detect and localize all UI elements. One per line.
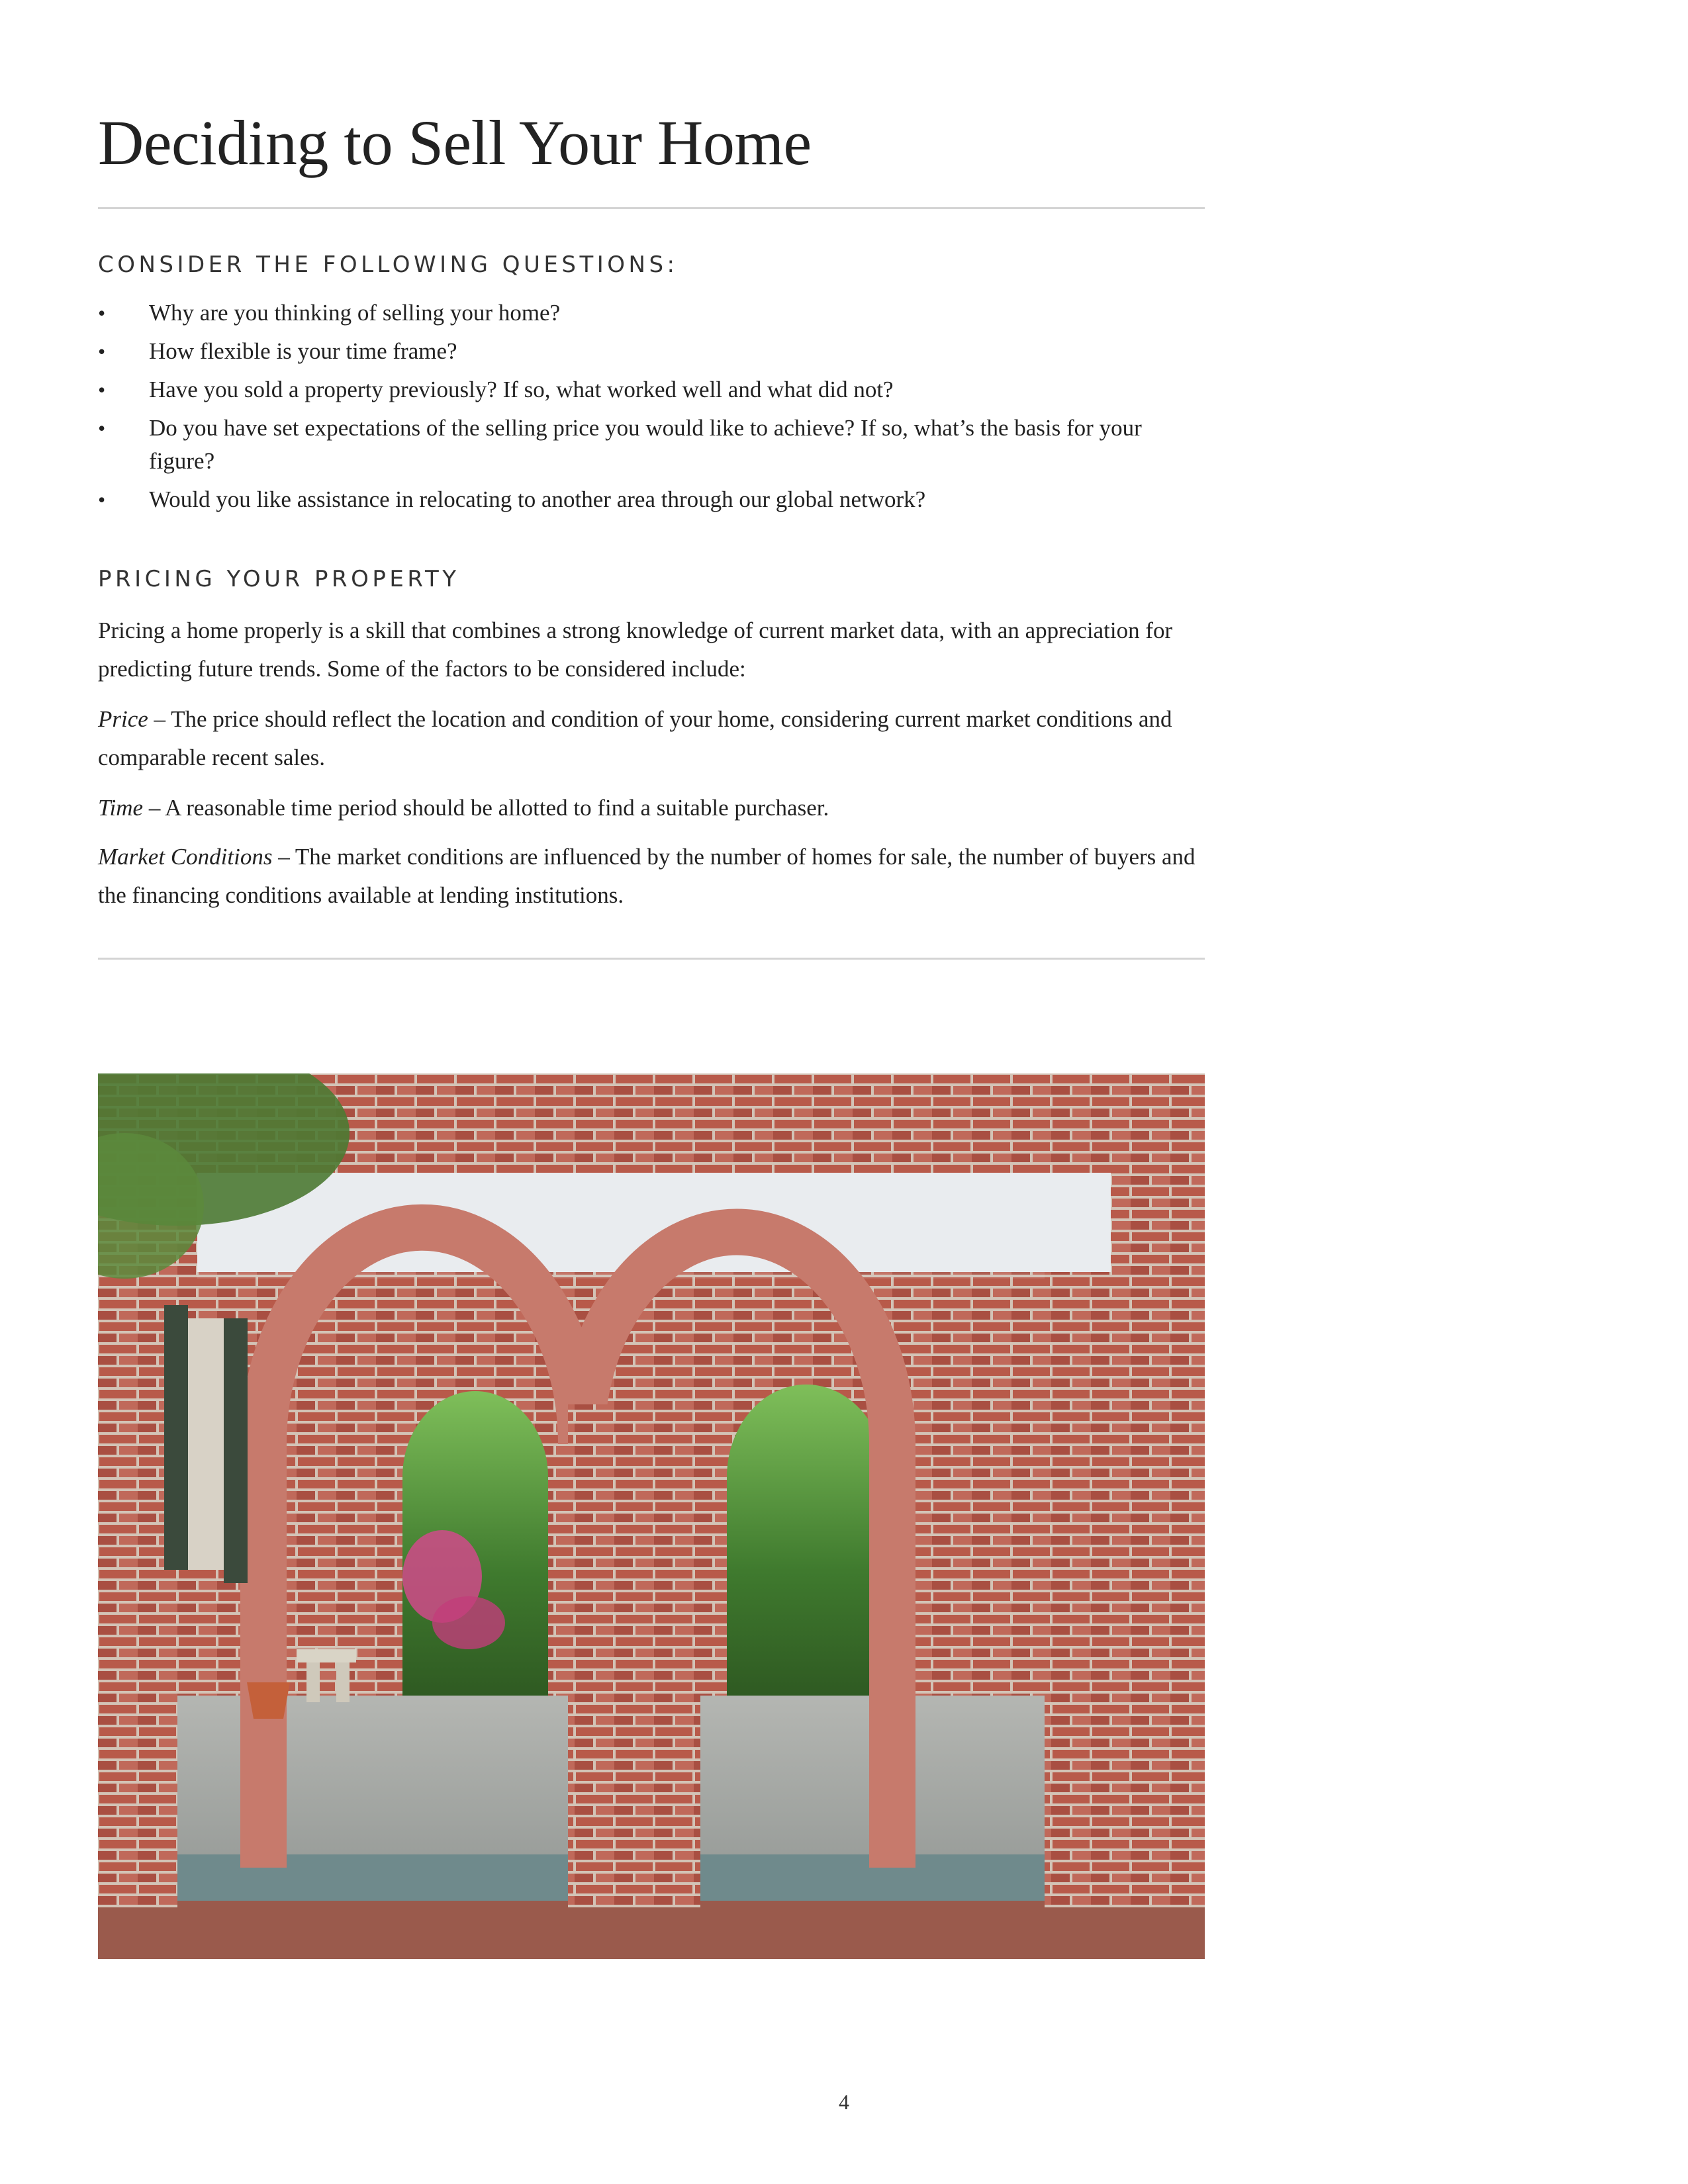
page-number: 4: [839, 2090, 849, 2114]
question-text: How flexible is your time frame?: [149, 338, 457, 364]
question-text: Do you have set expectations of the selling price you would like to achieve? If so, what’s the basis for your figure?: [149, 415, 1142, 474]
list-item: [98, 335, 1205, 368]
factor-term: Time: [98, 795, 144, 821]
factor-price: [98, 700, 1205, 777]
divider-bottom: [98, 958, 1205, 960]
bullet: •: [98, 416, 106, 440]
question-text: Have you sold a property previously? If so, what worked well and what did not?: [149, 377, 894, 402]
bullet: •: [98, 378, 106, 402]
photo-illustration: [98, 1073, 1205, 1959]
divider-top: [98, 207, 1205, 209]
page-title: Deciding to Sell Your Home: [98, 107, 812, 178]
list-item: [98, 296, 1205, 330]
list-item: [98, 483, 1205, 516]
questions-heading: CONSIDER THE FOLLOWING QUESTIONS:: [98, 251, 679, 278]
bullet: •: [98, 340, 106, 363]
pricing-heading: PRICING YOUR PROPERTY: [98, 566, 460, 592]
factor-text: – The market conditions are influenced by the number of homes for sale, the number of buyers and the financing conditions available at lending institutions.: [98, 844, 1196, 908]
question-text: Why are you thinking of selling your home?: [149, 300, 561, 326]
factor-term: Market Conditions: [98, 844, 273, 870]
bullet: •: [98, 301, 106, 325]
factor-text: – The price should reflect the location and condition of your home, considering current market conditions and comparable recent sales.: [98, 706, 1172, 770]
factor-time: [98, 789, 1205, 827]
factor-text: – A reasonable time period should be allotted to find a suitable purchaser.: [143, 795, 829, 821]
questions-list: [98, 296, 1205, 522]
bullet: •: [98, 488, 106, 512]
factor-term: Price: [98, 706, 148, 732]
pricing-intro: Pricing a home properly is a skill that combines a strong knowledge of current market data, with an appreciation for predicting future trends. Some of the factors to be considered include:: [98, 617, 1173, 682]
list-item: [98, 412, 1205, 478]
brick-archway-photo: [98, 1073, 1205, 1959]
question-text: Would you like assistance in relocating to another area through our global network?: [149, 486, 926, 512]
list-item: [98, 373, 1205, 406]
factor-market-conditions: [98, 838, 1205, 915]
